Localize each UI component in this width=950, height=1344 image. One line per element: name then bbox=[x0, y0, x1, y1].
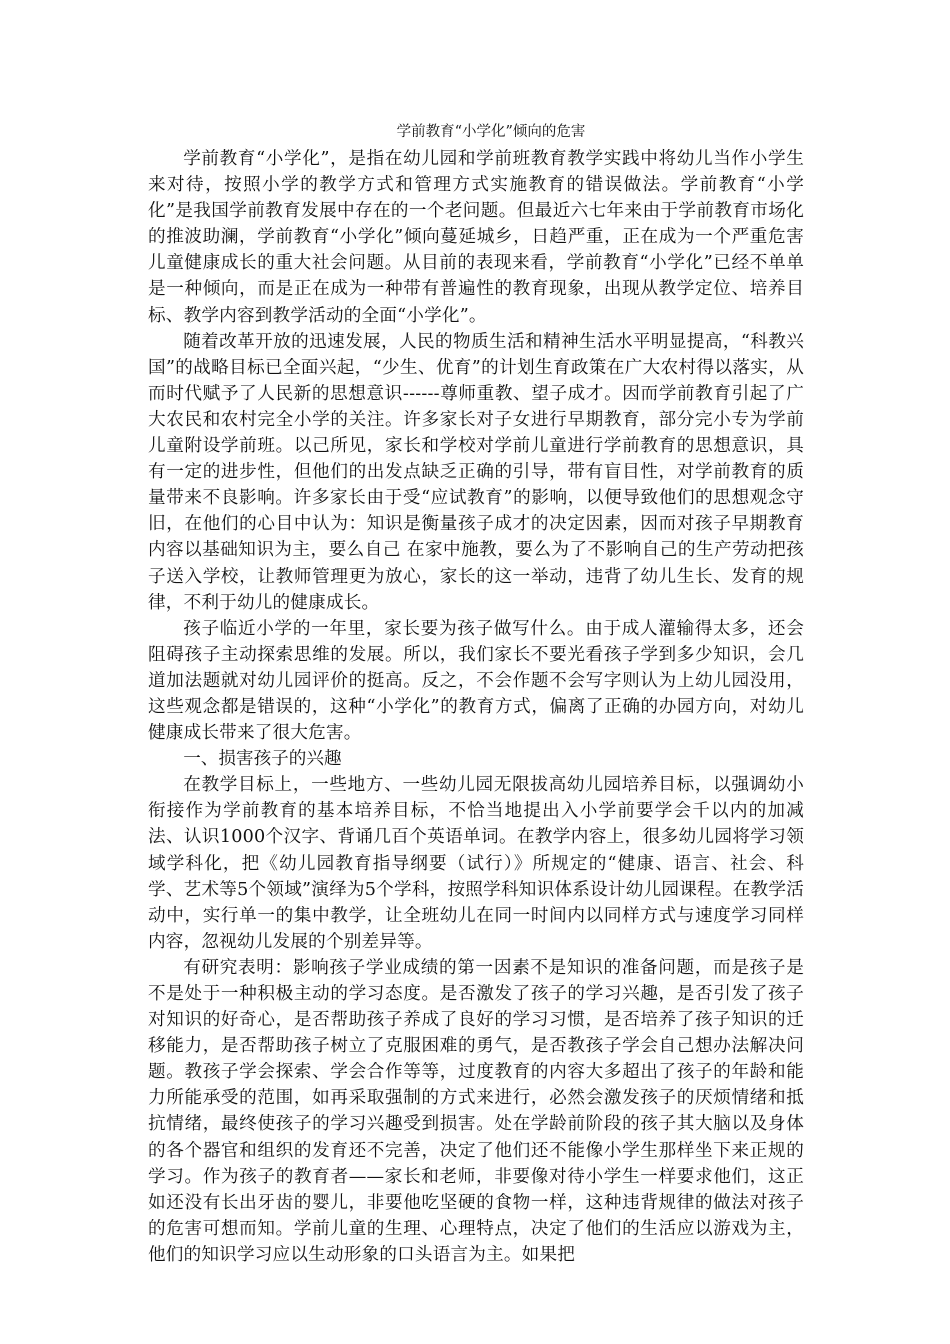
document-page bbox=[148, 118, 804, 1268]
paragraph-definition: 学前教育“小学化”，是指在幼儿园和学前班教育教学实践中将幼儿当作小学生来对待，按照小学的教学方式和管理方式实施教育的错误做法。学前教育“小学化”是我国学前教育发展中存在的一个老问题。但最近六七年来由于学前教育市场化的推波助澜，学前教育“小学化”倾向蔓延城乡，日趋严重，正在成为一个严重危害儿童健康成长的重大社会问题。从目前的表现来看，学前教育“小学化”已经不单单是一种倾向，而是正在成为一种带有普遍性的教育现象，出现从教学定位、培养目标、教学内容到教学活动的全面“小学化”。 bbox=[148, 149, 804, 326]
paragraph-background: 随着改革开放的迅速发展，人民的物质生活和精神生活水平明显提高，“科教兴国”的战略目标已全面兴起，“少生、优育”的计划生育政策在广大农村得以落实，从而时代赋予了人民新的思想意识------尊师重教、望子成才。因而学前教育引起了广大农民和农村完全小学的关注。许多家长对子女进行早期教育，部分完小专为学前儿童附设学前班。以己所见，家长和学校对学前儿童进行学前教育的思想意识，具有一定的进步性，但他们的出发点缺乏正确的引导，带有盲目性，对学前教育的质量带来不良影响。许多家长由于受“应试教育”的影响，以便导致他们的思想观念守旧，在他们的心目中认为：知识是衡量孩子成才的决定因素，因而对孩子早期教育内容以基础知识为主，要么自己 在家中施教，要么为了不影响自己的生产劳动把孩子送入学校，让教师管理更为放心，家长的这一举动，违背了幼儿生长、发育的规律，不利于幼儿的健康成长。 bbox=[148, 331, 804, 613]
paragraph-research: 有研究表明：影响孩子学业成绩的第一因素不是知识的准备问题，而是孩子是不是处于一种积极主动的学习态度。是否激发了孩子的学习兴趣，是否引发了孩子对知识的好奇心，是否帮助孩子养成了良好的学习习惯，是否培养了孩子知识的迁移能力，是否帮助孩子树立了克服困难的勇气，是否教孩子学会自己想办法解决问题。教孩子学会探索、学会合作等等，过度教育的内容大多超出了孩子的年龄和能力所能承受的范围，如再采取强制的方式来进行，必然会激发孩子的厌烦情绪和抵抗情绪，最终使孩子的学习兴趣受到损害。处在学龄前阶段的孩子其大脑以及身体的各个器官和组织的发育还不完善，决定了他们还不能像小学生那样坐下来正规的学习。作为孩子的教育者——家长和老师，非要像对待小学生一样要求他们，这正如还没有长出牙齿的婴儿，非要他吃坚硬的食物一样，这种违背规律的做法对孩子的危害可想而知。学前儿童的生理、心理特点，决定了他们的生活应以游戏为主，他们的知识学习应以生动形象的口头语言为主。如果把 bbox=[148, 957, 804, 1265]
paragraph-teaching-goals: 在教学目标上，一些地方、一些幼儿园无限拔高幼儿园培养目标，以强调幼小衔接作为学前教育的基本培养目标，不恰当地提出入小学前要学会千以内的加减法、认识1000个汉字、背诵几百个英语单词。在教学内容上，很多幼儿园将学习领域学科化，把《幼儿园教育指导纲要（试行）》所规定的“健康、语言、社会、科学、艺术等5个领域”演绎为5个学科，按照学科知识体系设计幼儿园课程。在教学活动中，实行单一的集中教学，让全班幼儿在同一时间内以同样方式与速度学习同样内容，忽视幼儿发展的个别差异等。 bbox=[148, 775, 804, 952]
paragraph-parents: 孩子临近小学的一年里，家长要为孩子做写什么。由于成人灌输得太多，还会阻碍孩子主动探索思维的发展。所以，我们家长不要光看孩子学到多少知识，会几道加法题就对幼儿园评价的挺高。反之，不会作题不会写字则认为上幼儿园没用，这些观念都是错误的，这种“小学化”的教育方式，偏离了正确的办园方向，对幼儿健康成长带来了很大危害。 bbox=[148, 618, 804, 744]
document-title: 学前教育“小学化”倾向的危害 bbox=[396, 124, 586, 140]
section-heading-interest: 一、损害孩子的兴趣 bbox=[183, 749, 342, 770]
